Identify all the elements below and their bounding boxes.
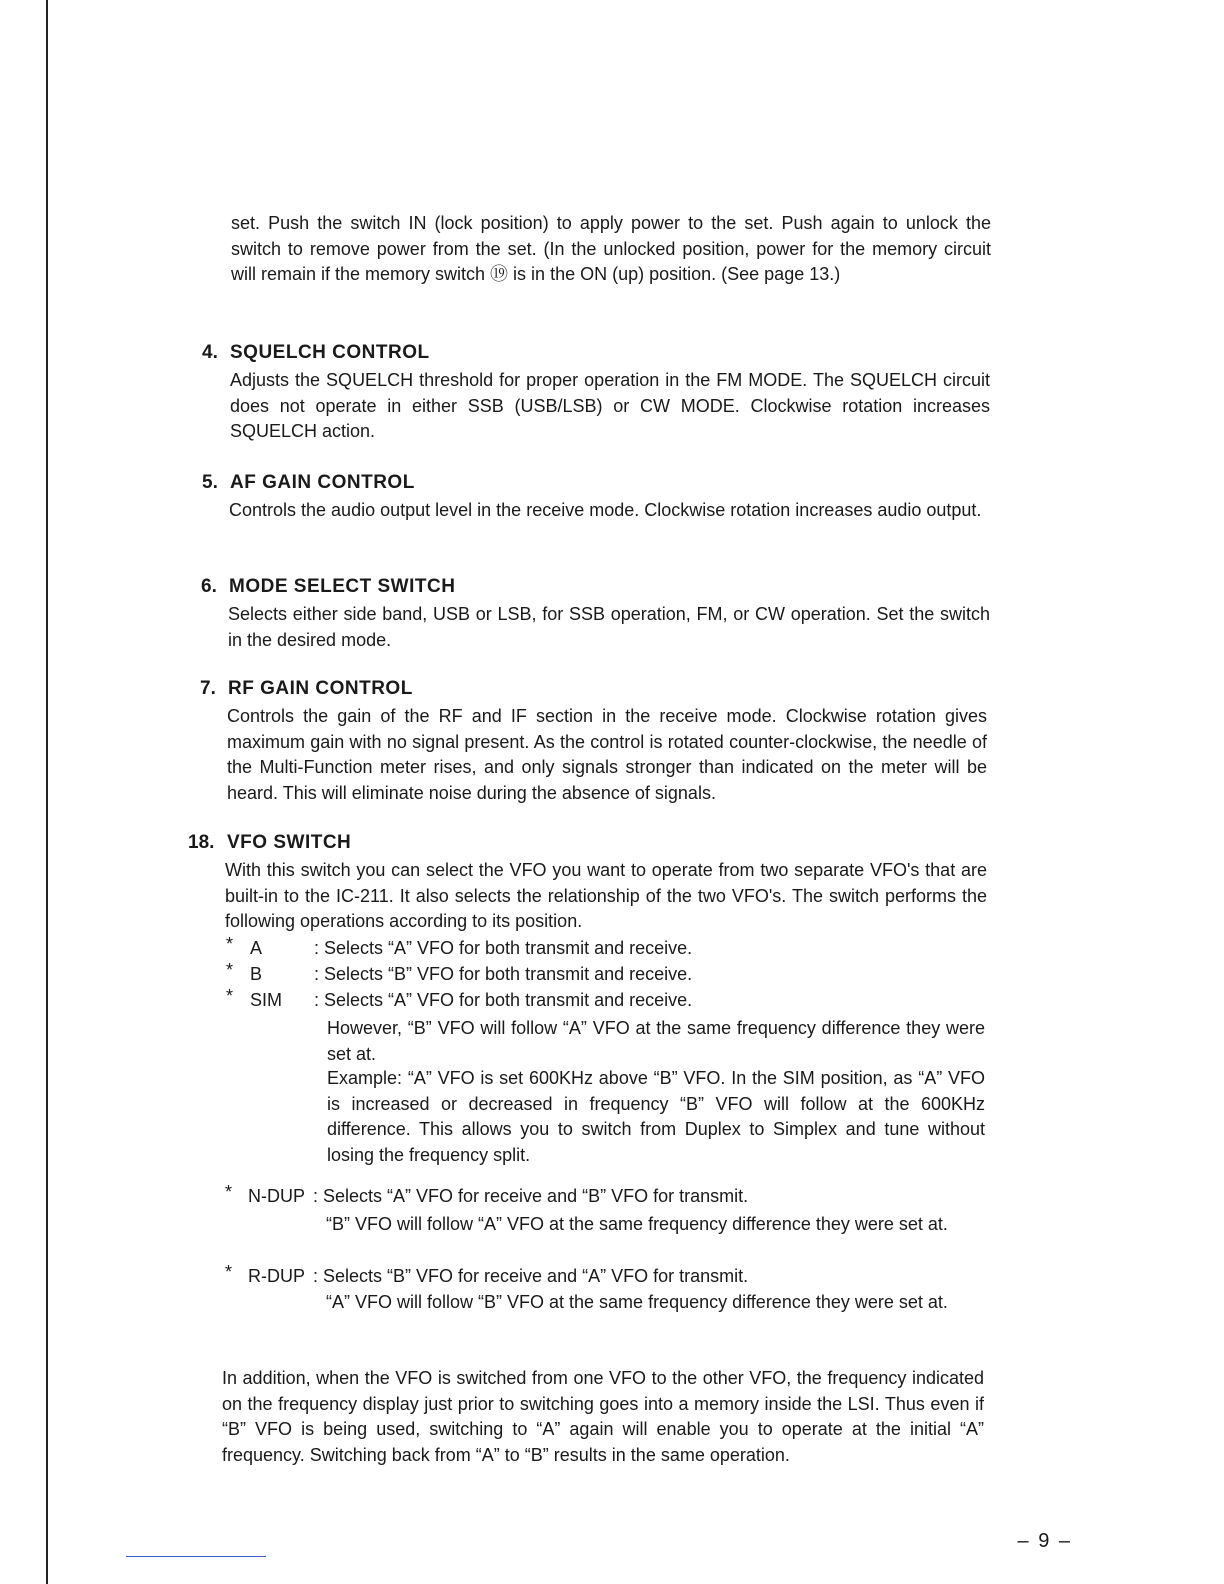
sim-detail-however: However, “B” VFO will follow “A” VFO at the same frequency difference they were set at. xyxy=(327,1018,985,1064)
section-body-mode-select-switch: Selects either side band, USB or LSB, for SSB operation, FM, or CW operation. Set the switch in the desired mode. xyxy=(228,604,990,650)
section-body-af-gain-control: Controls the audio output level in the receive mode. Clockwise rotation increases audio output. xyxy=(229,500,982,520)
bullet-star: * xyxy=(226,934,234,954)
section-body-rf-gain-control: Controls the gain of the RF and IF section in the receive mode. Clockwise rotation gives maximum gain with no signal present. As the control is rotated counter-clockwise, the needle of the Multi-Function meter rises, and only signals stronger than indicated on the meter will be heard. This will eliminate noise during the absence of signals. xyxy=(227,706,987,803)
bullet-text-r-dup: : Selects “B” VFO for receive and “A” VFO for transmit. xyxy=(313,1266,749,1286)
bullet-key-sim: SIM xyxy=(250,990,283,1010)
bullet-text-sim: : Selects “A” VFO for both transmit and receive. xyxy=(314,990,693,1010)
section-body-squelch-control: Adjusts the SQUELCH threshold for proper operation in the FM MODE. The SQUELCH circuit does not operate in either SSB (USB/LSB) or CW MODE. Clockwise rotation increases SQUELCH action. xyxy=(230,370,990,441)
page-number: – 9 – xyxy=(1017,1530,1072,1552)
binding-edge-line xyxy=(46,0,48,1584)
bullet-star: * xyxy=(226,960,234,980)
bullet-text-b: : Selects “B” VFO for both transmit and receive. xyxy=(314,964,693,984)
bullet-star: * xyxy=(225,1262,233,1282)
r-dup-detail: “A” VFO will follow “B” VFO at the same frequency difference they were set at. xyxy=(326,1292,948,1312)
section-title-vfo-switch: VFO SWITCH xyxy=(227,832,352,853)
section-body-vfo-switch: With this switch you can select the VFO you want to operate from two separate VFO's that are built-in to the IC-211. It also selects the relationship of the two VFO's. The switch performs the following operations according to its position. xyxy=(225,860,987,931)
bullet-text-n-dup: : Selects “A” VFO for receive and “B” VFO for transmit. xyxy=(313,1186,749,1206)
section-number-4: 4. xyxy=(202,342,218,363)
sim-detail-example: Example: “A” VFO is set 600KHz above “B” VFO. In the SIM position, as “A” VFO is increased or decreased in frequency “B” VFO will follow at the 600KHz difference. This allows you to switch from Duplex to Simplex and tune without losing the frequency split. xyxy=(327,1068,985,1165)
section-title-rf-gain-control: RF GAIN CONTROL xyxy=(228,678,413,699)
section-number-7: 7. xyxy=(200,678,216,699)
section-title-squelch-control: SQUELCH CONTROL xyxy=(230,342,430,363)
bullet-star: * xyxy=(225,1182,233,1202)
bullet-key-b: B xyxy=(250,964,263,984)
intro-paragraph: set. Push the switch IN (lock position) to apply power to the set. Push again to unlock the switch to remove power from the set. (In the unlocked position, power for the memory circuit will remain if the memory switch ⑲ is in the ON (up) position. (See page 13.) xyxy=(231,213,991,284)
bullet-star: * xyxy=(226,986,234,1006)
bullet-key-r-dup: R-DUP xyxy=(248,1266,305,1286)
section-title-af-gain-control: AF GAIN CONTROL xyxy=(230,472,415,493)
bullet-text-a: : Selects “A” VFO for both transmit and receive. xyxy=(314,938,693,958)
footer-underline xyxy=(126,1556,266,1557)
section-number-18: 18. xyxy=(188,832,215,853)
section-number-6: 6. xyxy=(201,576,217,597)
section-number-5: 5. xyxy=(202,472,218,493)
section-title-mode-select-switch: MODE SELECT SWITCH xyxy=(229,576,456,597)
bullet-key-a: A xyxy=(250,938,263,958)
n-dup-detail: “B” VFO will follow “A” VFO at the same frequency difference they were set at. xyxy=(326,1214,948,1234)
bullet-key-n-dup: N-DUP xyxy=(248,1186,305,1206)
closing-paragraph: In addition, when the VFO is switched from one VFO to the other VFO, the frequency indicated on the frequency display just prior to switching goes into a memory inside the LSI. Thus even if “B” VFO is being used, switching to “A” again will enable you to operate at the initial “A” frequency. Switching back from “A” to “B” results in the same operation. xyxy=(222,1368,984,1465)
